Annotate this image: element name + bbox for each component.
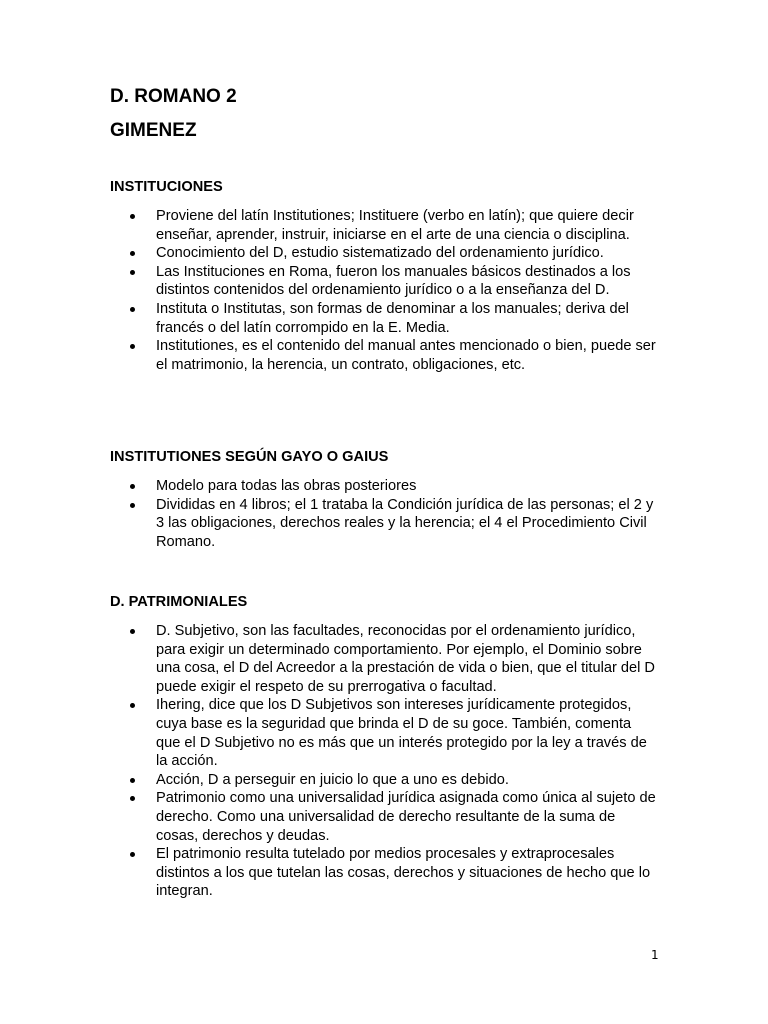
bullet-icon: [130, 214, 135, 219]
bullet-icon: [130, 778, 135, 783]
page-number: 1: [651, 948, 659, 962]
list-item: [0, 207, 658, 244]
list-item-text: Conocimiento del D, estudio sistematizado del ordenamiento jurídico.: [156, 245, 604, 262]
bullet-list: [0, 477, 768, 551]
list-item: [0, 771, 658, 790]
list-item-text: Acción, D a perseguir en juicio lo que a uno es debido.: [156, 771, 509, 788]
bullet-list: [0, 207, 768, 374]
list-item: [0, 496, 658, 552]
list-item: [0, 337, 658, 374]
bullet-icon: [130, 270, 135, 275]
bullet-icon: [130, 629, 135, 634]
list-item-text: Institutiones, es el contenido del manual antes mencionado o bien, puede ser el matrimonio, la herencia, un contrato, obligaciones, etc.: [156, 338, 656, 373]
list-item: [0, 789, 658, 845]
list-item-text: Las Instituciones en Roma, fueron los manuales básicos destinados a los distintos contenidos del ordenamiento jurídico o a la enseñanza del D.: [156, 263, 631, 299]
bullet-icon: [130, 796, 135, 801]
bullet-icon: [130, 344, 135, 349]
list-item-text: Ihering, dice que los D Subjetivos son intereses jurídicamente protegidos, cuya base es la seguridad que brinda el D de su goce. También, comenta que el D Subjetivo no es más que un interés protegido por la ley a través de la acción.: [156, 697, 647, 770]
bullet-list: [0, 622, 768, 901]
list-item-text: Patrimonio como una universalidad jurídica asignada como única al sujeto de derecho. Como una universalidad de derecho resultante de la suma de cosas, derechos y deudas.: [156, 790, 656, 844]
list-item: [0, 622, 658, 696]
list-item-text: Proviene del latín Institutiones; Instituere (verbo en latín); que quiere decir enseñar, aprender, instruir, iniciarse en el arte de una ciencia o disciplina.: [156, 208, 634, 243]
list-item-text: D. Subjetivo, son las facultades, reconocidas por el ordenamiento jurídico, para exigir un determinado comportamiento. Por ejemplo, el Dominio sobre una cosa, el D del Acreedor a la prestación de vida o bien, que el titular del D puede exigir el respeto de su prerrogativa o facultad.: [156, 623, 655, 695]
list-item: [0, 696, 658, 770]
bullet-icon: [130, 852, 135, 857]
list-item: [0, 300, 658, 337]
section-heading: D. PATRIMONIALES: [110, 594, 248, 610]
list-item: [0, 244, 658, 263]
document-author: GIMENEZ: [110, 120, 197, 141]
list-item-text: Modelo para todas las obras posteriores: [156, 478, 417, 494]
list-item-text: Divididas en 4 libros; el 1 trataba la Condición jurídica de las personas; el 2 y 3 las obligaciones, derechos reales y la herencia; el 4 el Procedimiento Civil Romano.: [156, 496, 654, 550]
section-heading: INSTITUCIONES: [110, 179, 223, 195]
bullet-icon: [130, 703, 135, 708]
bullet-icon: [130, 484, 135, 489]
list-item: [0, 263, 658, 300]
bullet-icon: [130, 503, 135, 508]
list-item: [0, 845, 658, 901]
list-item-text: Instituta o Institutas, son formas de denominar a los manuales; deriva del francés o del latín corrompido en la E. Media.: [156, 300, 629, 336]
list-item-text: El patrimonio resulta tutelado por medios procesales y extraprocesales distintos a los que tutelan las cosas, derechos y situaciones de hecho que lo integran.: [156, 846, 651, 900]
bullet-icon: [130, 307, 135, 312]
list-item: [0, 477, 658, 496]
document-title: D. ROMANO 2: [110, 86, 237, 107]
section-heading: INSTITUTIONES SEGÚN GAYO O GAIUS: [110, 449, 389, 465]
bullet-icon: [130, 251, 135, 256]
